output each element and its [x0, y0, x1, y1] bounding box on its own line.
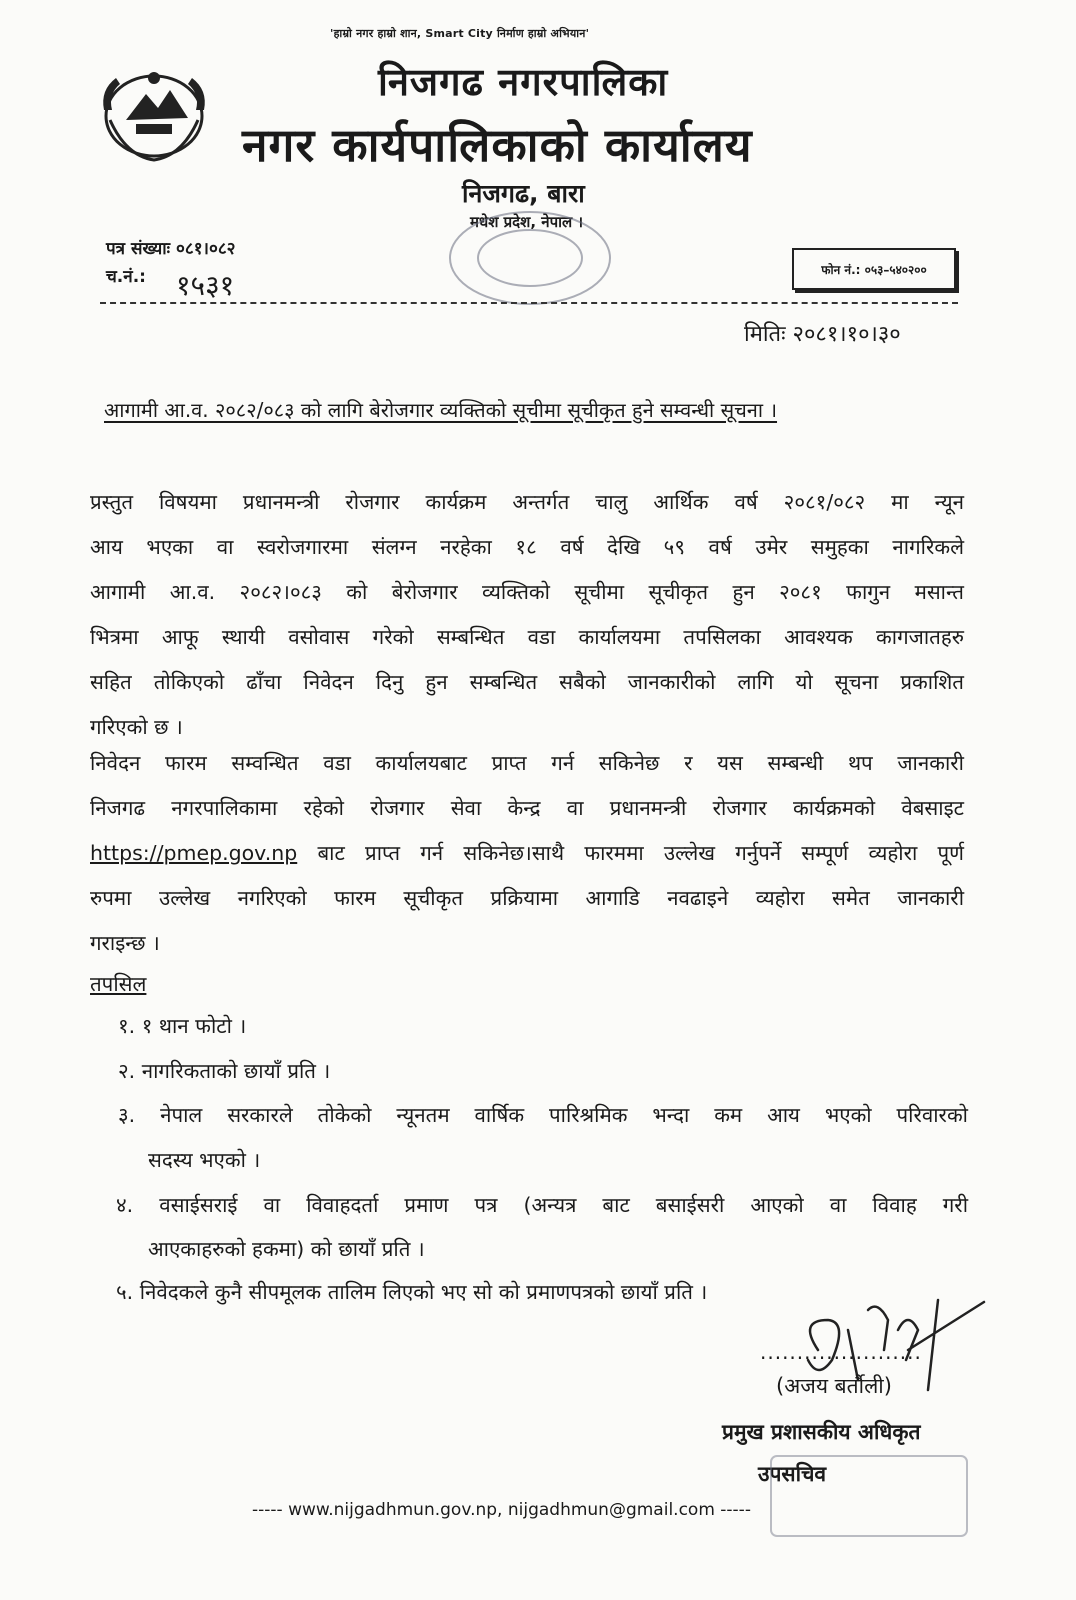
slogan: 'हाम्रो नगर हाम्रो शान, Smart City निर्माण हाम्रो अभियान': [330, 27, 590, 40]
address-line-1: निजगढ, बारा: [462, 179, 585, 208]
paragraph-1: [90, 480, 964, 750]
municipality-emblem-logo: [96, 60, 212, 166]
paragraph-text: बाट प्राप्त गर्न सकिनेछ।साथै फारममा उल्लेख गर्नुपर्ने सम्पूर्ण व्यहोरा पूर्ण: [297, 841, 964, 865]
address-line-2: मधेश प्रदेश, नेपाल ।: [470, 213, 584, 231]
footer-contact: ----- www.nijgadhmun.gov.np, nijgadhmun@gmail.com -----: [252, 1500, 751, 1520]
paragraph-line: भित्रमा आफू स्थायी वसोवास गरेको सम्बन्धित वडा कार्यालयमा तपसिलका आवश्यक कागजातहरु: [90, 625, 964, 649]
paragraph-line: गराइन्छ ।: [90, 931, 160, 955]
notice-subject: आगामी आ.व. २०८२/०८३ को लागि बेरोजगार व्यक्तिको सूचीमा सूचीकृत हुने सम्वन्धी सूचना ।: [104, 398, 778, 422]
list-item: ४. वसाईसराई वा विवाहदर्ता प्रमाण पत्र (अन्यत्र बाट बसाईसरी आएको वा विवाह गरी: [116, 1193, 968, 1217]
signatory-title: प्रमुख प्रशासकीय अधिकृत: [722, 1420, 921, 1444]
header-divider: [100, 302, 958, 304]
organization-name: निजगढ नगरपालिका: [378, 60, 669, 104]
website-link[interactable]: https://pmep.gov.np: [90, 841, 298, 865]
list-item: २. नागरिकताको छायाँ प्रति ।: [118, 1059, 331, 1083]
paragraph-line: आगामी आ.व. २०८२।०८३ को बेरोजगार व्यक्तिको सूचीमा सूचीकृत हुन २०८१ फागुन मसान्त: [90, 580, 964, 604]
paragraph-line: सहित तोकिएको ढाँचा निवेदन दिनु हुन सम्बन्धित सबैको जानकारीको लागि यो सूचना प्रकाशित: [90, 670, 964, 694]
paragraph-2: [90, 741, 964, 966]
paragraph-line: [90, 831, 964, 876]
list-item-continued: आएकाहरुको हकमा) को छायाँ प्रति ।: [148, 1237, 425, 1261]
signatory-name: (अजय बर्तौली): [776, 1374, 892, 1398]
phone-number: फोन नं.: ०५३–५४०२००: [821, 262, 927, 277]
paragraph-line: आय भएका वा स्वरोजगारमा संलग्न नरहेका १८ वर्ष देखि ५९ वर्ष उमेर समुहका नागरिकले: [90, 535, 964, 559]
office-name: नगर कार्यपालिकाको कार्यालय: [242, 118, 753, 172]
paragraph-line: गरिएको छ ।: [90, 715, 183, 739]
letter-date: मितिः २०८१।१०।३०: [744, 322, 901, 347]
list-item: १. १ थान फोटो ।: [118, 1014, 247, 1038]
list-item: ३. नेपाल सरकारले तोकेको न्यूनतम वार्षिक पारिश्रमिक भन्दा कम आय भएको परिवारको: [118, 1103, 968, 1127]
paragraph-line: निवेदन फारम सम्वन्धित वडा कार्यालयबाट प्राप्त गर्न सकिनेछ र यस सम्बन्धी थप जानकारी: [90, 751, 964, 775]
signatory-subtitle: उपसचिव: [758, 1462, 827, 1486]
paragraph-line: रुपमा उल्लेख नगरिएको फारम सूचीकृत प्रक्रियामा आगाडि नवढाइने व्यहोरा समेत जानकारी: [90, 886, 964, 910]
designation-stamp: [765, 1452, 975, 1542]
paragraph-line: प्रस्तुत विषयमा प्रधानमन्त्री रोजगार कार्यक्रम अन्तर्गत चालु आर्थिक वर्ष २०८१/०८२ मा न्यून: [90, 490, 964, 514]
list-item: ५. निवेदकले कुनै सीपमूलक तालिम लिएको भए सो को प्रमाणपत्रको छायाँ प्रति ।: [116, 1280, 708, 1304]
tapsil-heading: तपसिल: [90, 972, 147, 996]
phone-box: [792, 248, 956, 290]
dispatch-label: च.नं.:: [106, 267, 146, 287]
office-seal-stamp: [430, 188, 620, 308]
letter-reference-number: पत्र संख्याः ०८१।०८२: [106, 239, 236, 259]
paragraph-line: निजगढ नगरपालिकामा रहेको रोजगार सेवा केन्द्र वा प्रधानमन्त्री रोजगार कार्यक्रमको वेबसाइट: [90, 796, 964, 820]
dispatch-number: १५३१: [176, 269, 235, 302]
signature-line: ......................: [760, 1340, 922, 1364]
list-item-continued: सदस्य भएको ।: [148, 1148, 261, 1172]
